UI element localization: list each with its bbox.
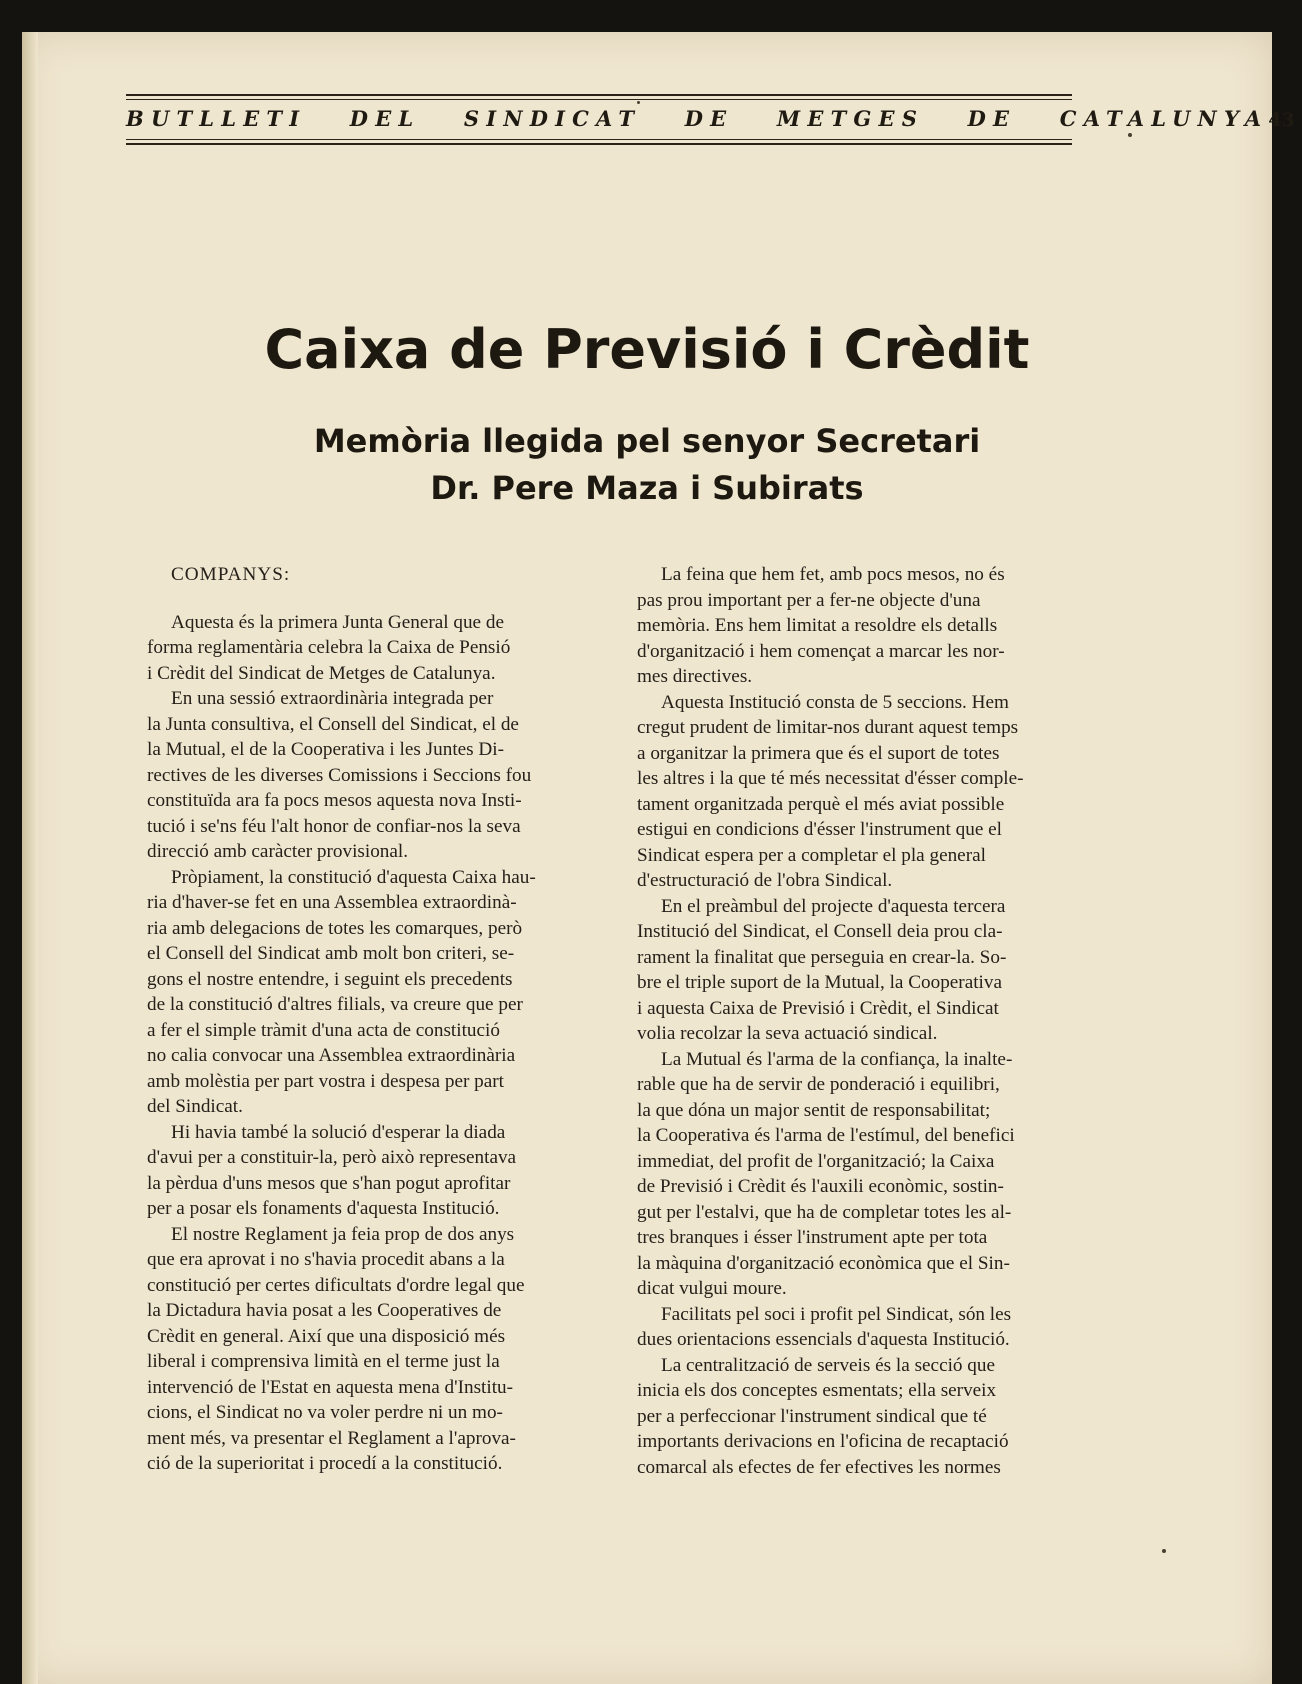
paragraph: En una sessió extraordinària integrada per la Junta consultiva, el Consell del Sindicat, el de la Mutual, el de la Cooperativa i les Juntes Di- rectives de les diverses Comissions i Seccions fou constituïda ara fa pocs mesos aquesta nova Insti- tució i se'ns féu l'alt honor de confiar-nos la seva direcció amb caràcter provisional. (147, 688, 532, 862)
salutation: COMPANYS: (171, 564, 291, 585)
paragraph: Hi havia també la solució d'esperar la diada d'avui per a constituir-la, però això representava la pèrdua d'uns mesos que s'han pogut aprofitar per a posar els fonaments d'aquesta Institució. (147, 1121, 517, 1219)
page-binding-edge (22, 32, 38, 1684)
paper-speck (1128, 133, 1132, 137)
page-number: 43 (1268, 109, 1295, 131)
paper-speck (637, 101, 640, 104)
right-column (637, 562, 1099, 1480)
paragraph: La centralització de serveis és la secció que inicia els dos conceptes esmentats; ella serveix per a perfeccionar l'instrument sindical que té importants derivacions en l'oficina de recaptació comarcal als efectes de fer efectives les normes (637, 1354, 1009, 1478)
header-rule-bottom (126, 139, 1072, 140)
paragraph: El nostre Reglament ja feia prop de dos anys que era aprovat i no s'havia procedit abans a la constitució per certes dificultats d'ordre legal que la Dictadura havia posat a les Cooperatives de Crèdit en general. Així que una disposició més liberal i comprensiva limità en el terme just la intervenció de l'Estat en aquesta mena d'Institu- cions, el Sindicat no va voler perdre ni un mo- ment més, va presentar el Reglament a l'aprova- ció de la superioritat i procedí a la constitució. (147, 1223, 525, 1474)
header-rule-top (126, 94, 1072, 96)
paragraph: La feina que hem fet, amb pocs mesos, no és pas prou important per a fer-ne objecte d'una memòria. Ens hem limitat a resoldre els detalls d'organització i hem començat a marcar les nor- mes directives. (637, 564, 1005, 687)
paper-speck (1162, 1549, 1166, 1553)
paragraph: Facilitats pel soci i profit pel Sindicat, són les dues orientacions essencials d'aquesta Institució. (637, 1303, 1012, 1350)
header-rule-bottom-2 (126, 143, 1072, 145)
running-header (126, 94, 1295, 148)
paragraph: Aquesta Institució consta de 5 seccions. Hem cregut prudent de limitar-nos durant aquest temps a organitzar la primera que és el suport de totes les altres i la que té més necessitat d'ésser comple- tament organitzada perquè el més aviat possible estigui en condicions d'ésser l'instrument que el Sindicat espera per a completar el pla general d'estructuració de l'obra Sindical. (637, 691, 1024, 891)
left-column (147, 562, 609, 1477)
paragraph: La Mutual és l'arma de la confiança, la inalte- rable que ha de servir de ponderació i equilibri, la que dóna un major sentit de responsabilitat; la Cooperativa és l'arma de l'estímul, del benefici immediat, del profit de l'organització; la Caixa de Previsió i Crèdit és l'auxili econòmic, sostin- gut per l'estalvi, que ha de completar totes les al- tres branques i ésser l'instrument apte per tota la màquina d'organització econòmica que el Sin- dicat vulgui moure. (637, 1048, 1015, 1299)
paragraph: Pròpiament, la constitució d'aquesta Caixa hau- ria d'haver-se fet en una Assemblea extraordinà- ria amb delegacions de totes les comarques, però el Consell del Sindicat amb molt bon criteri, se- gons el nostre entendre, i seguint els precedents de la constitució d'altres filials, va creure que per a fer el simple tràmit d'una acta de constitució no calia convocar una Assemblea extraordinària amb molèstia per part vostra i despesa per part del Sindicat. (147, 866, 536, 1117)
article-subtitle-line2: Dr. Pere Maza i Subirats (430, 469, 864, 507)
header-row (126, 104, 1295, 134)
paragraph: En el preàmbul del projecte d'aquesta tercera Institució del Sindicat, el Consell deia prou cla- rament la finalitat que perseguia en crear-la. So- bre el triple suport de la Mutual, la Cooperativa i aquesta Caixa de Previsió i Crèdit, el Sindicat volia recolzar la seva actuació sindical. (637, 895, 1007, 1044)
header-rule-top-2 (126, 99, 1072, 100)
article-title: Caixa de Previsió i Crèdit (264, 318, 1030, 381)
article-subtitle-line1: Memòria llegida pel senyor Secretari (313, 422, 981, 460)
paragraph: Aquesta és la primera Junta General que de forma reglamentària celebra la Caixa de Pensió i Crèdit del Sindicat de Metges de Catalunya. (147, 611, 511, 684)
journal-title: BUTLLETI DEL SINDICAT DE METGES DE CATALUNYA (126, 106, 1269, 131)
